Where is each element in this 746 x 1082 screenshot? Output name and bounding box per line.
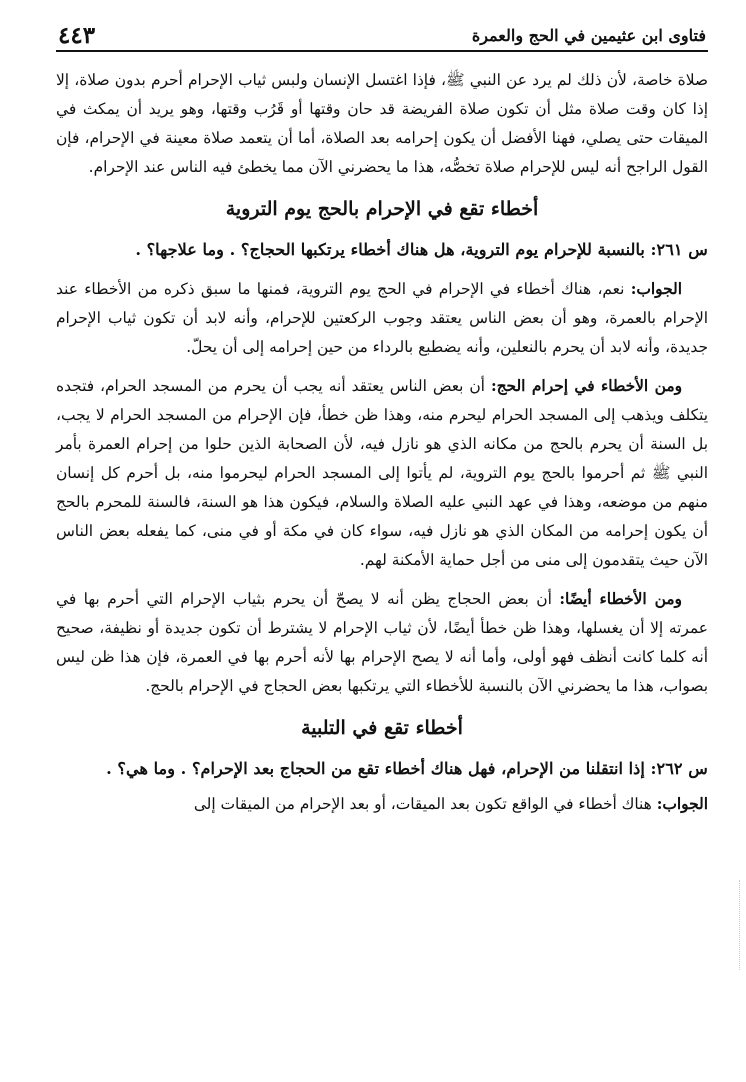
- paragraph-hajj-ihram-mistakes: [56, 372, 708, 575]
- question-261: س ٢٦١: بالنسبة للإحرام يوم التروية، هل هناك أخطاء يرتكبها الحجاج؟ . وما علاجها؟ .: [135, 240, 708, 259]
- answer-261: [56, 275, 708, 362]
- scan-margin-mark: [725, 880, 740, 970]
- running-header: [56, 16, 708, 52]
- answer-label: الجواب:: [656, 795, 708, 813]
- book-title: فتاوى ابن عثيمين في الحج والعمرة: [471, 26, 706, 45]
- answer-label: الجواب:: [630, 280, 682, 298]
- section-heading-talbiyah: أخطاء تقع في التلبية: [301, 717, 463, 739]
- page: [56, 16, 708, 829]
- paragraph-lead: ومن الأخطاء في إحرام الحج:: [490, 377, 683, 395]
- answer-text: هناك أخطاء في الواقع تكون بعد الميقات، أو بعد الإحرام من الميقات إلى: [193, 795, 657, 813]
- paragraph-text: أن بعض الحجاج يظن أنه لا يصحّ أن يحرم بثياب الإحرام التي أحرم بها في عمرته إلا أن يغسلها، وهذا ظن خطأ أيضًا، لأن ثياب الإحرام لا يشترط أن تكون جديدة أو نظيفة، صحيح أنه كلما كانت أنظف فهو أولى، وأما أنه لا يصح الإحرام بها لأنه أحرم بها في العمرة، فإن هذا ظن ليس بصواب، هذا ما يحضرني الآن بالنسبة للأخطاء التي يرتكبها بعض الحجاج في الإحرام بالحج.: [56, 590, 708, 695]
- page-number: ٤٤٣: [58, 22, 96, 49]
- paragraph-continuation: صلاة خاصة، لأن ذلك لم يرد عن النبي ﷺ، فإذا اغتسل الإنسان ولبس ثياب الإحرام أحرم بدون صلاة، إلا إذا كان وقت صلاة مثل أن تكون صلاة الفريضة قد حان وقتها أو قَرُب وقتها، وهو يريد أن يمكث في الميقات حتى يصلي، فهنا الأفضل أن يكون إحرامه بعد الصلاة، أما أن يتعمد صلاة معينة في الإحرام، فإن القول الراجح أنه ليس للإحرام صلاة تخصُّه، هذا ما يحضرني الآن مما يخطئ فيه الناس عند الإحرام.: [56, 71, 708, 176]
- answer-262: [56, 790, 708, 819]
- paragraph-also-mistakes: [56, 585, 708, 701]
- body-text: [56, 66, 708, 819]
- question-262: س ٢٦٢: إذا انتقلنا من الإحرام، فهل هناك أخطاء تقع من الحجاج بعد الإحرام؟ . وما هي؟ .: [106, 759, 708, 778]
- paragraph-text: أن بعض الناس يعتقد أنه يجب أن يحرم من المسجد الحرام، فتجده يتكلف ويذهب إلى المسجد الحرام ليحرم منه، وهذا ظن خطأ، فإن الإحرام من المسجد الحرام لا يجب، بل السنة أن يحرم بالحج من مكانه الذي هو نازل فيه، لأن الصحابة الذين حلوا من إحرام العمرة بأمر النبي ﷺ ثم أحرموا بالحج يوم التروية، لم يأتوا إلى المسجد الحرام ليحرموا منه، بل أحرم كل إنسان منهم من موضعه، وهذا في عهد النبي عليه الصلاة والسلام، فيكون هذا هو السنة، فالسنة للمحرم بالحج أن يكون إحرامه من المكان الذي هو نازل فيه، سواء كان في مكة أو في منى، كما يفعله بعض الناس الآن حيث يتقدمون إلى منى من أجل حماية الأمكنة لهم.: [56, 377, 708, 569]
- paragraph-lead: ومن الأخطاء أيضًا:: [559, 590, 682, 608]
- section-heading-tarwiyah: أخطاء تقع في الإحرام بالحج يوم التروية: [225, 198, 539, 220]
- answer-text: نعم، هناك أخطاء في الإحرام في الحج يوم التروية، فمنها ما سبق ذكره من الأخطاء عند الإحرام بالعمرة، وهو أن بعض الناس يعتقد وجوب الركعتين للإحرام، وأنه لابد أن تكون ثياب الإحرام جديدة، وأنه لابد أن يحرم بالنعلين، وأنه يضطبع بالرداء من حين إحرامه إلى أن يحلّ.: [56, 280, 708, 356]
